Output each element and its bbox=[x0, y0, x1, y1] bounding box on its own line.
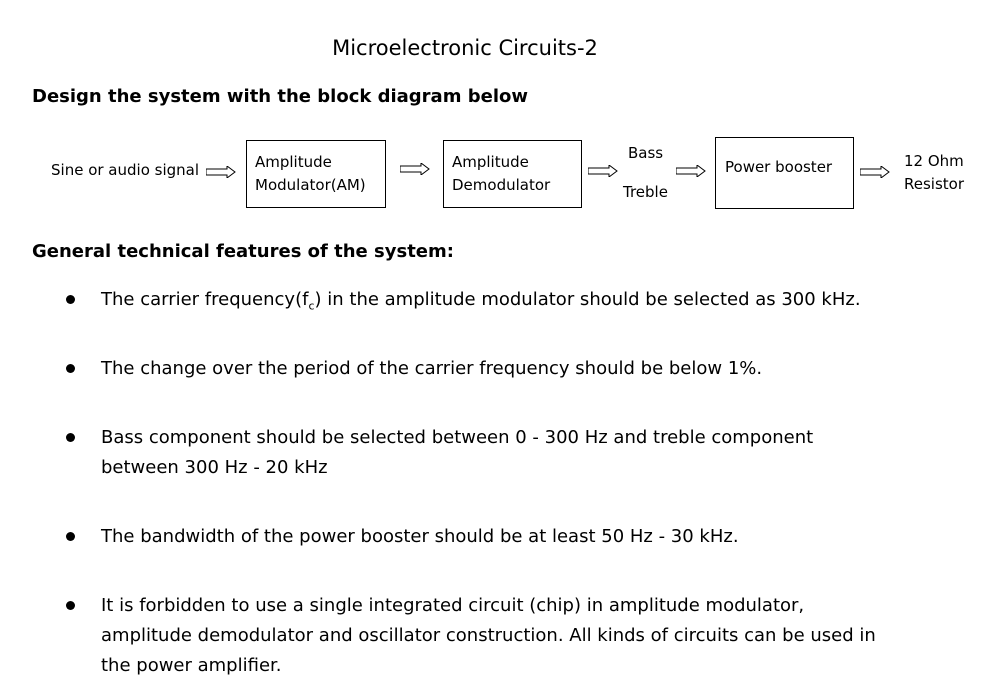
page-title: Microelectronic Circuits-2 bbox=[332, 36, 598, 60]
section-heading-features: General technical features of the system: bbox=[32, 241, 454, 262]
output-label-line2: Resistor bbox=[904, 175, 964, 193]
arrow-icon bbox=[588, 165, 618, 177]
section-heading-design: Design the system with the block diagram below bbox=[32, 86, 528, 107]
modulator-label-line1: Amplitude bbox=[255, 153, 332, 171]
bullet-icon bbox=[66, 295, 75, 304]
bullet-icon bbox=[66, 532, 75, 541]
feature-carrier-frequency: The carrier $frequency(f_c)$ in the amplitude modulator should be selected as 300 kHz. bbox=[101, 289, 861, 313]
power-booster-block bbox=[715, 137, 854, 209]
arrow-icon bbox=[206, 166, 236, 178]
feature-bandwidth: The bandwidth of the power booster should be at least 50 Hz - 30 kHz. bbox=[101, 526, 739, 547]
arrow-icon bbox=[860, 166, 890, 178]
input-label: Sine or audio signal bbox=[51, 161, 200, 179]
bullet-icon bbox=[66, 364, 75, 373]
bullet-icon bbox=[66, 433, 75, 442]
feature-bass-treble: Bass component should be selected between 0 - 300 Hz and treble component between 300 Hz - 20 kHz bbox=[101, 427, 814, 478]
demodulator-label-line1: Amplitude bbox=[452, 153, 529, 171]
modulator-block bbox=[246, 140, 386, 208]
power-booster-label: Power booster bbox=[725, 158, 833, 176]
output-label-line1: 12 Ohm bbox=[904, 152, 964, 170]
treble-label: Treble bbox=[623, 183, 668, 201]
block-diagram bbox=[0, 0, 989, 230]
arrow-icon bbox=[400, 163, 430, 175]
arrow-icon bbox=[676, 165, 706, 177]
feature-restrictions: It is forbidden to use a single integrated circuit (chip) in amplitude modulator, amplitude demodulator and oscillator construction. All kinds of circuits can be used in the power amplifier. bbox=[101, 595, 876, 676]
modulator-label-line2: Modulator(AM) bbox=[255, 176, 366, 194]
demodulator-block bbox=[443, 140, 582, 208]
bass-label: Bass bbox=[628, 144, 664, 162]
bullet-icon bbox=[66, 601, 75, 610]
demodulator-label-line2: Demodulator bbox=[452, 176, 551, 194]
feature-frequency-change: The change over the period of the carrier frequency should be below 1%. bbox=[101, 358, 763, 379]
